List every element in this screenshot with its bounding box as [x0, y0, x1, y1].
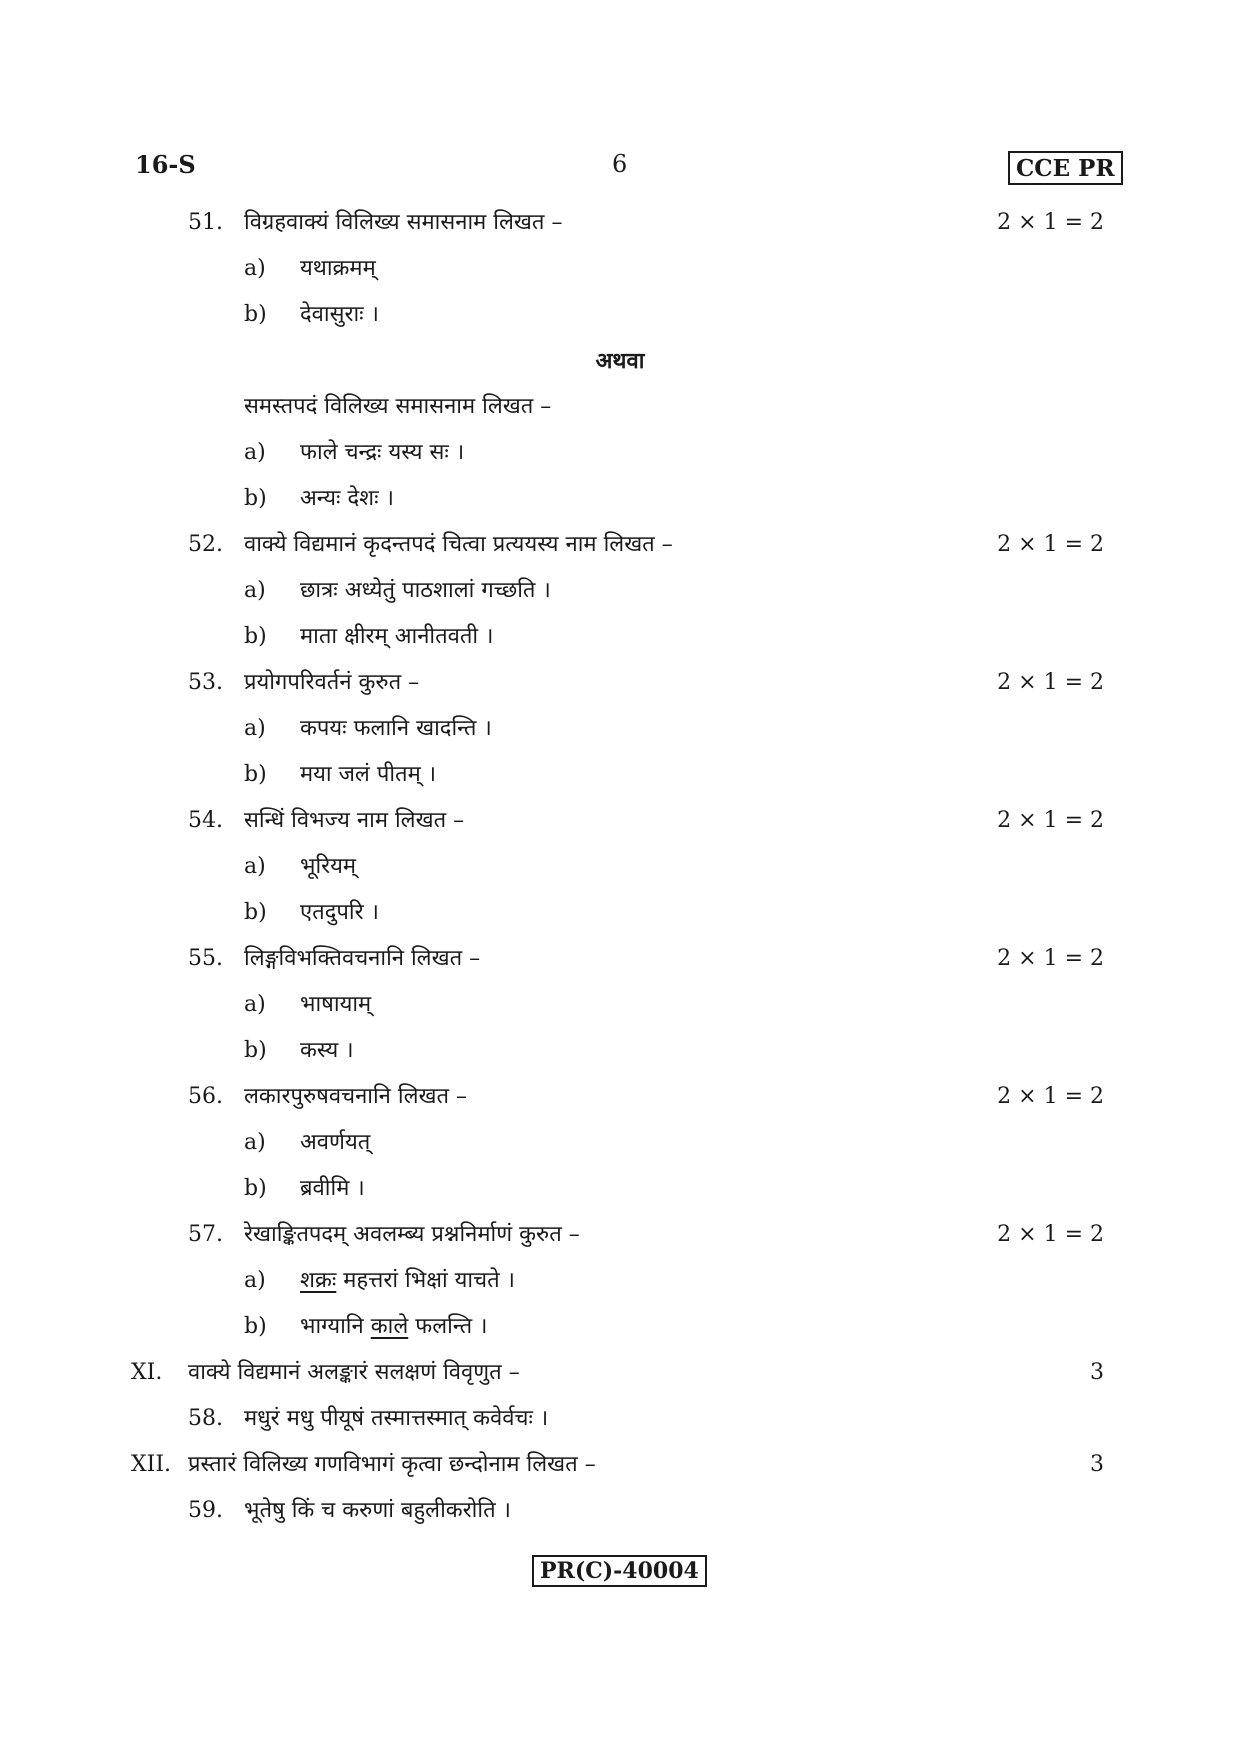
option-label: a)	[244, 256, 266, 281]
question-number: 54.	[188, 808, 223, 833]
sub-question	[0, 476, 1240, 522]
option-text: माता क्षीरम् आनीतवती ।	[300, 624, 494, 649]
question-number: 56.	[188, 1084, 223, 1109]
option-label: b)	[244, 762, 267, 787]
option-label: a)	[244, 440, 266, 465]
question-52	[0, 522, 1240, 568]
sub-question	[0, 1120, 1240, 1166]
option-text: ब्रवीमि ।	[300, 1176, 365, 1201]
option-label: b)	[244, 486, 267, 511]
option-text: फाले चन्द्रः यस्य सः ।	[300, 440, 465, 465]
sub-question	[0, 292, 1240, 338]
question-number: 59.	[188, 1498, 223, 1523]
question-57	[0, 1212, 1240, 1258]
option-label: b)	[244, 1176, 267, 1201]
paper-code: 16-S	[135, 150, 196, 179]
option-text: भाषायाम्	[300, 992, 372, 1017]
question-marks: 2 × 1 = 2	[997, 1084, 1104, 1109]
option-rest: फलन्ति ।	[408, 1314, 488, 1339]
alternative-question	[0, 384, 1240, 430]
question-text: विग्रहवाक्यं विलिख्य समासनाम लिखत –	[244, 210, 563, 235]
option-label: b)	[244, 900, 267, 925]
option-text: एतदुपरि ।	[300, 900, 379, 925]
question-text: लकारपुरुषवचनानि लिखत –	[244, 1084, 468, 1109]
underlined-word: शक्रः	[300, 1268, 337, 1293]
sub-question	[0, 1166, 1240, 1212]
question-marks: 2 × 1 = 2	[997, 808, 1104, 833]
option-label: a)	[244, 854, 266, 879]
question-59	[0, 1488, 1240, 1534]
section-marks: 3	[1090, 1360, 1104, 1385]
sub-question	[0, 430, 1240, 476]
question-marks: 2 × 1 = 2	[997, 210, 1104, 235]
option-rest: महत्तरां भिक्षां याचते ।	[336, 1268, 515, 1293]
sub-question	[0, 614, 1240, 660]
sub-question	[0, 752, 1240, 798]
question-text: सन्धिं विभज्य नाम लिखत –	[244, 808, 465, 833]
option-text: कपयः फलानि खादन्ति ।	[300, 716, 492, 741]
question-number: 51.	[188, 210, 223, 235]
exam-code-box: CCE PR	[1008, 151, 1123, 185]
sub-question	[0, 246, 1240, 292]
option-text: कस्य ।	[300, 1038, 354, 1063]
option-label: b)	[244, 302, 267, 327]
question-marks: 2 × 1 = 2	[997, 670, 1104, 695]
question-text: लिङ्गविभक्तिवचनानि लिखत –	[244, 946, 481, 971]
option-text	[300, 1304, 487, 1350]
question-number: 53.	[188, 670, 223, 695]
question-53	[0, 660, 1240, 706]
question-marks: 2 × 1 = 2	[997, 946, 1104, 971]
sub-question	[0, 982, 1240, 1028]
question-text: वाक्ये विद्यमानं कृदन्तपदं चित्वा प्रत्ययस्य नाम लिखत –	[244, 532, 673, 557]
sub-question	[0, 1258, 1240, 1304]
or-text: अथवा	[595, 348, 645, 374]
question-55	[0, 936, 1240, 982]
option-text: छात्रः अध्येतुं पाठशालां गच्छति ।	[300, 578, 551, 603]
section-text: वाक्ये विद्यमानं अलङ्कारं सलक्षणं विवृणुत –	[188, 1360, 520, 1385]
section-xii	[0, 1442, 1240, 1488]
sub-question	[0, 1304, 1240, 1350]
option-text	[300, 1258, 515, 1304]
option-label: a)	[244, 992, 266, 1017]
option-label: a)	[244, 1268, 266, 1293]
section-number: XII.	[131, 1452, 172, 1477]
option-text: भूरियम्	[300, 854, 357, 879]
question-number: 58.	[188, 1406, 223, 1431]
option-text: अन्यः देशः ।	[300, 486, 394, 511]
sub-question	[0, 890, 1240, 936]
underlined-word: काले	[370, 1314, 409, 1339]
option-prefix: भाग्यानि	[300, 1314, 371, 1339]
question-number: 55.	[188, 946, 223, 971]
section-number: XI.	[131, 1360, 163, 1385]
question-number: 52.	[188, 532, 223, 557]
sub-question	[0, 1028, 1240, 1074]
option-label: a)	[244, 1130, 266, 1155]
sub-question	[0, 844, 1240, 890]
or-divider	[0, 338, 1240, 384]
question-54	[0, 798, 1240, 844]
page-number: 6	[612, 150, 628, 178]
option-text: अवर्णयत्	[300, 1130, 371, 1155]
option-label: b)	[244, 1314, 267, 1339]
question-number: 57.	[188, 1222, 223, 1247]
option-label: a)	[244, 578, 266, 603]
option-text: देवासुराः ।	[300, 302, 379, 327]
question-text: रेखाङ्कितपदम् अवलम्ब्य प्रश्ननिर्माणं कुरुत –	[244, 1222, 580, 1247]
option-text: यथाक्रमम्	[300, 256, 376, 281]
option-label: b)	[244, 624, 267, 649]
question-text: मधुरं मधु पीयूषं तस्मात्तस्मात् कवेर्वचः ।	[244, 1406, 549, 1431]
question-56	[0, 1074, 1240, 1120]
option-label: b)	[244, 1038, 267, 1063]
option-label: a)	[244, 716, 266, 741]
sub-question	[0, 706, 1240, 752]
question-51	[0, 200, 1240, 246]
footer-code-box: PR(C)-40004	[532, 1555, 707, 1587]
question-58	[0, 1396, 1240, 1442]
question-marks: 2 × 1 = 2	[997, 532, 1104, 557]
question-text: समस्तपदं विलिख्य समासनाम लिखत –	[244, 394, 552, 419]
option-text: मया जलं पीतम् ।	[300, 762, 437, 787]
question-text: भूतेषु किं च करुणां बहुलीकरोति ।	[244, 1498, 511, 1523]
section-xi	[0, 1350, 1240, 1396]
question-text: प्रयोगपरिवर्तनं कुरुत –	[244, 670, 420, 695]
section-marks: 3	[1090, 1452, 1104, 1477]
section-text: प्रस्तारं विलिख्य गणविभागं कृत्वा छन्दोनाम लिखत –	[188, 1452, 596, 1477]
sub-question	[0, 568, 1240, 614]
question-marks: 2 × 1 = 2	[997, 1222, 1104, 1247]
